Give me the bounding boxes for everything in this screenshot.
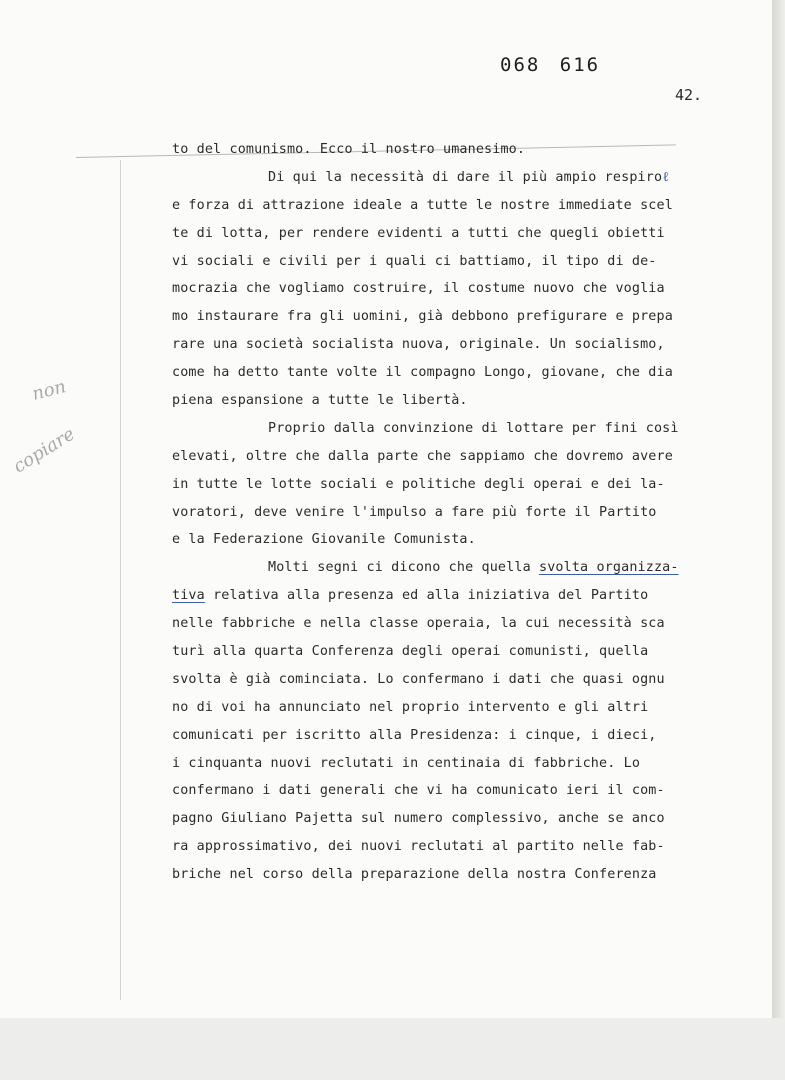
text-line: e forza di attrazione ideale a tutte le nostre immediate scel [172,197,673,213]
text-line: rare una società socialista nuova, originale. Un socialismo, [172,337,665,353]
text-line: elevati, oltre che dalla parte che sappiamo che dovremo avere [172,448,673,464]
text-line: in tutte le lotte sociali e politiche degli operai e dei la- [172,476,665,492]
underlined-phrase: svolta organizza- [539,560,679,576]
text-line: pagno Giuliano Pajetta sul numero complessivo, anche se anco [172,811,665,827]
text-line: to del comunismo. Ecco il nostro umanesimo. [172,142,526,157]
text-line [172,554,762,582]
text-line-content: Molti segni ci dicono che quella [268,560,539,576]
text-line: i cinquanta nuovi reclutati in centinaia di fabbriche. Lo [172,755,641,771]
text-line: turì alla quarta Conferenza degli operai comunisti, quella [172,644,649,660]
text-line: come ha detto tante volte il compagno Longo, giovane, che dia [172,365,673,381]
document-number: 068 616 [500,54,601,76]
pen-mark-icon: ℓ [663,169,669,185]
text-line: e la Federazione Giovanile Comunista. [172,532,476,548]
text-line: comunicati per iscritto alla Presidenza: i cinque, i dieci, [172,727,657,743]
text-line: piena espansione a tutte le libertà. [172,393,468,409]
text-line: ra approssimativo, dei nuovi reclutati al partito nelle fab- [172,839,665,855]
text-line-content: Di qui la necessità di dare il più ampio respiro [268,169,663,185]
text-line: Proprio dalla convinzione di lottare per fini così [268,420,679,436]
text-line: briche nel corso della preparazione della nostra Conferenza [172,867,657,883]
text-line: voratori, deve venire l'impulso a fare più forte il Partito [172,504,657,520]
margin-line [120,160,121,1000]
handwritten-note-non: non [29,376,69,405]
text-line: vi sociali e civili per i quali ci battiamo, il tipo di de- [172,253,657,269]
text-line [172,164,762,192]
text-line: te di lotta, per rendere evidenti a tutti che quegli obietti [172,225,665,241]
text-line: no di voi ha annunciato nel proprio intervento e gli altri [172,699,649,715]
text-line-content: relativa alla presenza ed alla iniziativa del Partito [204,588,649,604]
underlined-phrase: tiva [172,588,205,604]
text-line: svolta è già cominciata. Lo confermano i dati che quasi ognu [172,671,665,687]
typewritten-text [172,136,762,889]
text-line: confermano i dati generali che vi ha comunicato ieri il com- [172,783,665,799]
text-line [172,582,762,610]
handwritten-note-copiare: copiare [9,423,79,478]
text-line: mo instaurare fra gli uomini, già debbono prefigurare e prepa [172,309,673,325]
page-shadow [772,0,785,1018]
scan-background [0,1018,785,1080]
text-line: mocrazia che vogliamo costruire, il costume nuovo che voglia [172,281,665,297]
page-number: 42. [675,86,703,104]
text-line: nelle fabbriche e nella classe operaia, la cui necessità sca [172,616,665,632]
